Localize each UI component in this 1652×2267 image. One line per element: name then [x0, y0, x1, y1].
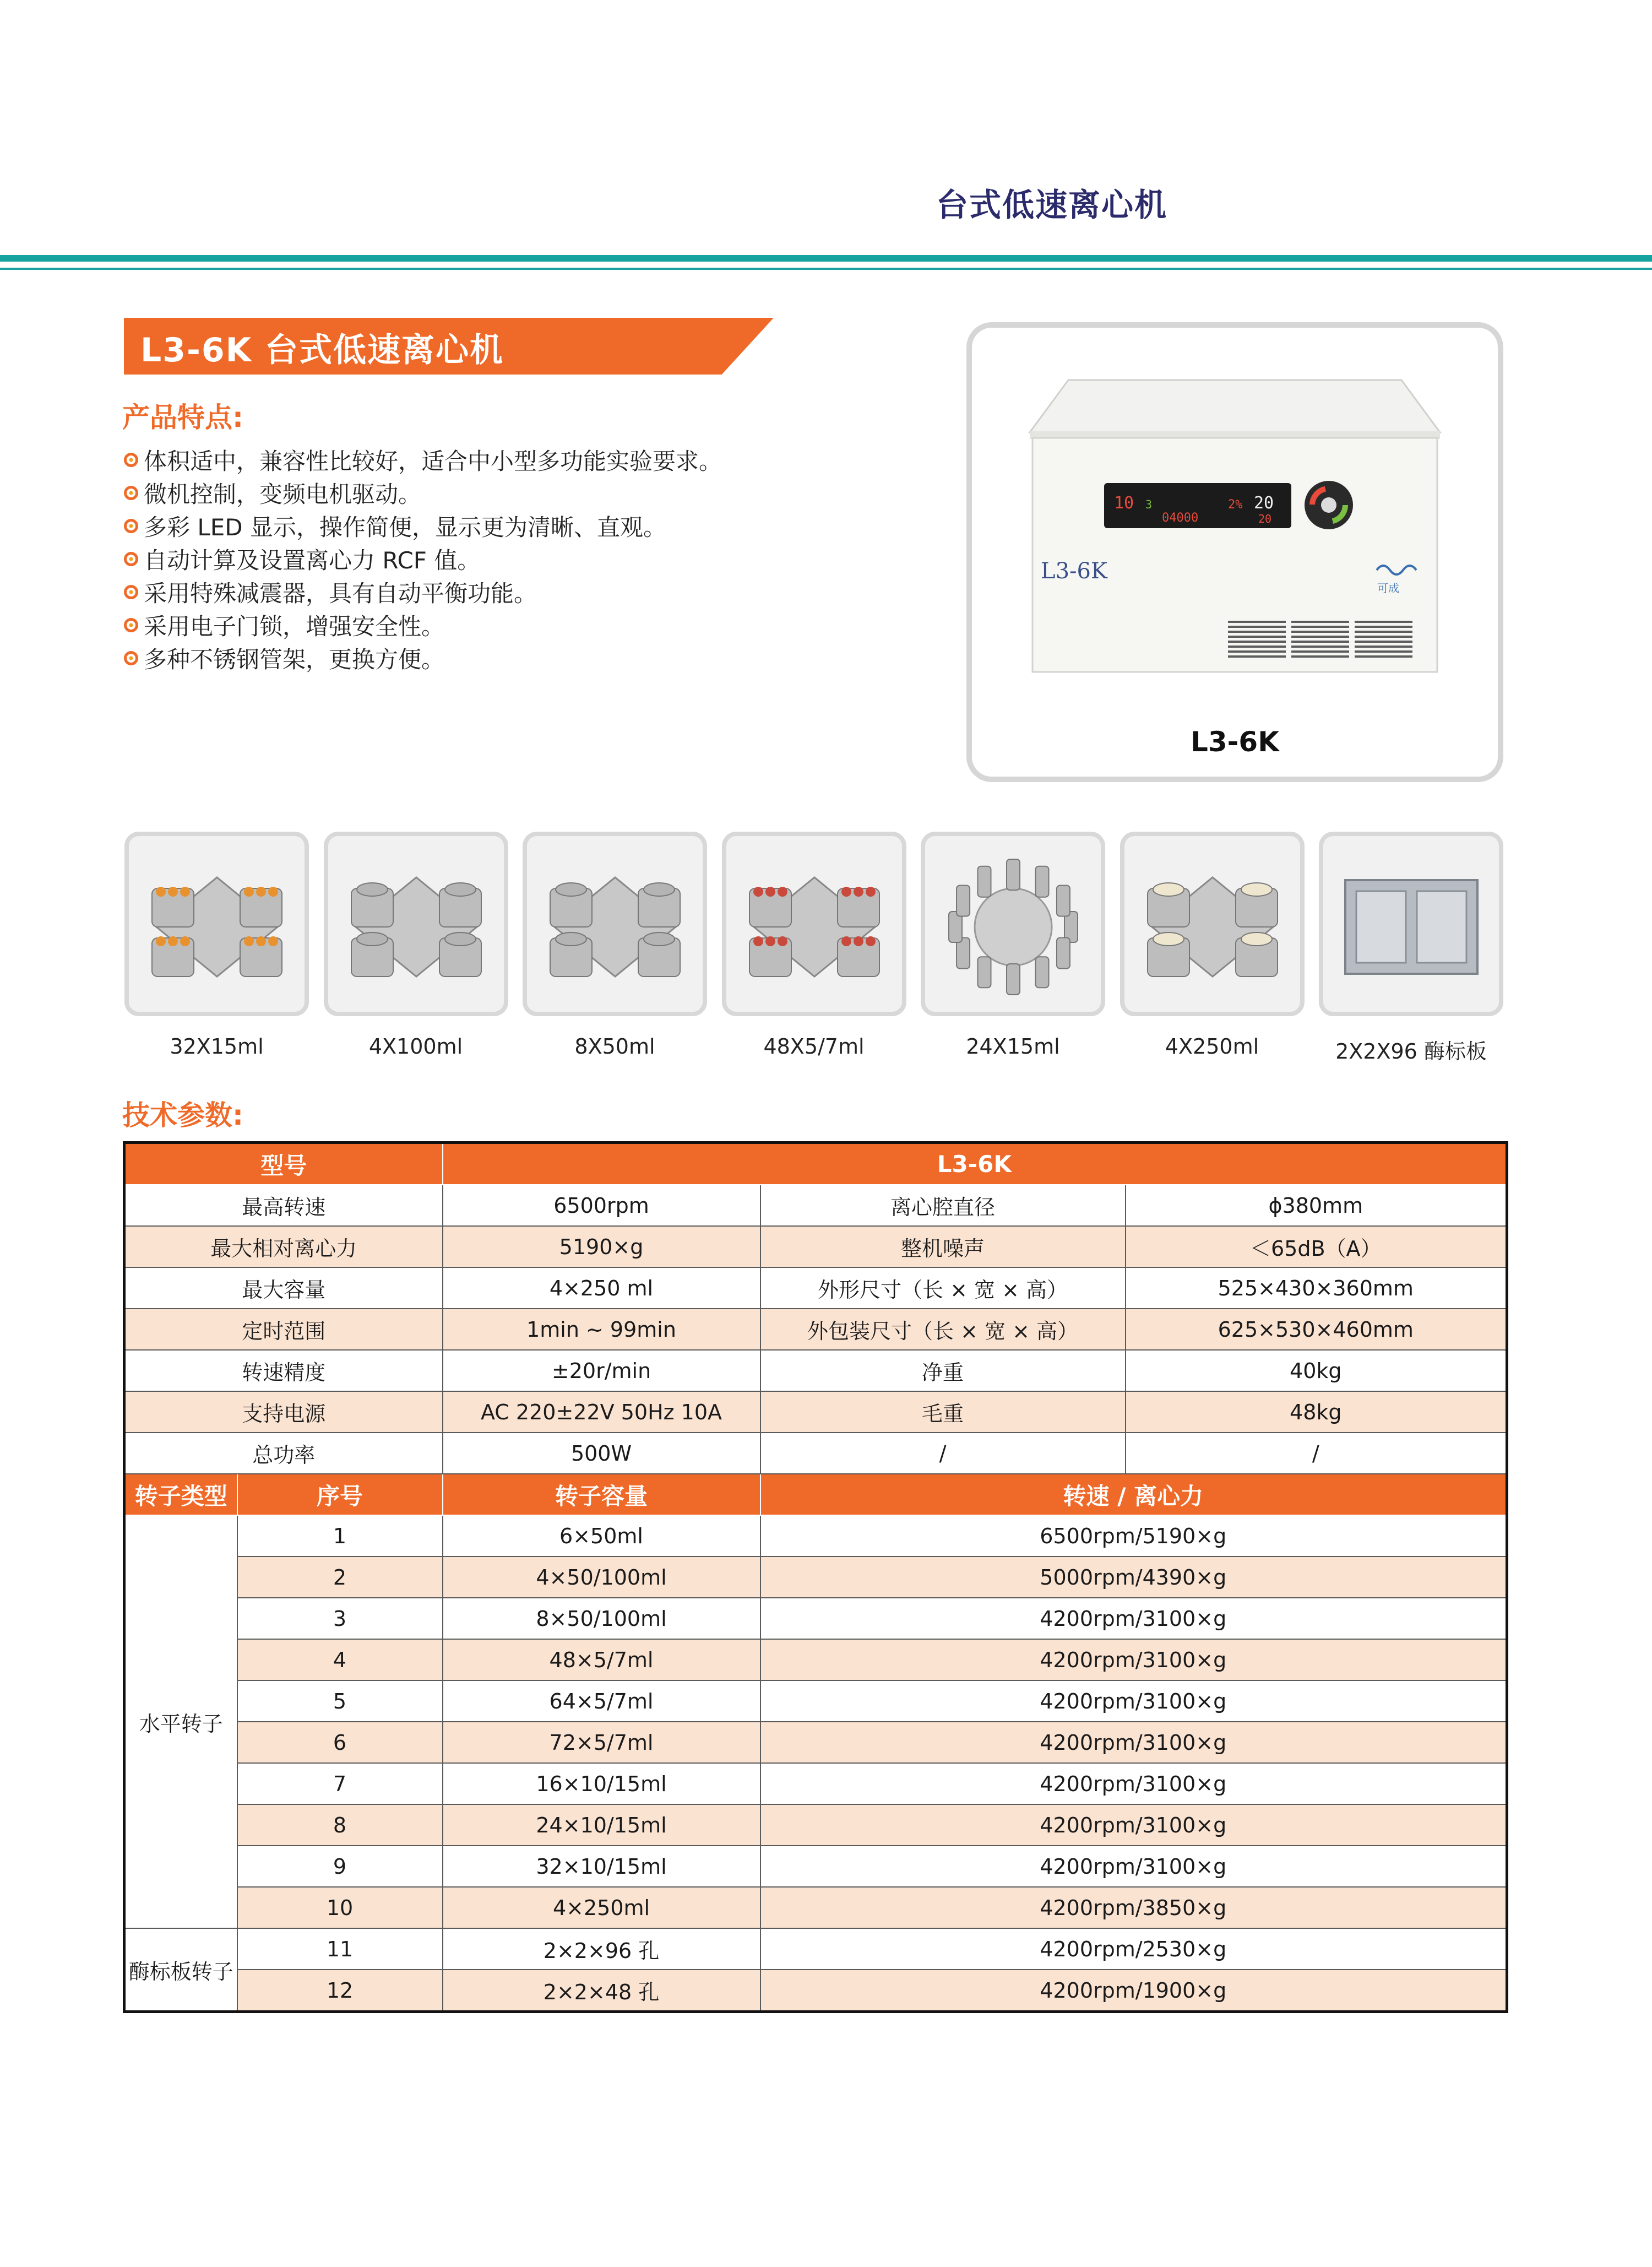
feature-item	[124, 543, 922, 576]
angle-rotor-icon	[925, 836, 1101, 1012]
table-cell: 64×5/7ml	[443, 1680, 760, 1722]
table-cell: AC 220±22V 50Hz 10A	[443, 1391, 760, 1433]
bullet-icon	[124, 453, 138, 467]
features-list	[124, 443, 922, 675]
centrifuge-lid	[1030, 380, 1440, 432]
table-cell: 4200rpm/3100×g	[760, 1680, 1507, 1722]
rotor-caption: 8X50ml	[574, 1034, 655, 1059]
product-photo-card	[966, 322, 1503, 782]
table-cell: 4200rpm/3100×g	[760, 1639, 1507, 1680]
column-header: 序号	[237, 1474, 443, 1515]
rotor-caption: 4X250ml	[1165, 1034, 1259, 1059]
table-cell: 2×2×96 孔	[443, 1928, 760, 1970]
rotor-caption: 32X15ml	[170, 1034, 264, 1059]
table-cell: 4×50/100ml	[443, 1556, 760, 1598]
rotor-caption: 48X5/7ml	[763, 1034, 865, 1059]
table-cell: 离心腔直径	[760, 1185, 1126, 1226]
table-cell: 总功率	[124, 1433, 443, 1474]
table-cell: 72×5/7ml	[443, 1722, 760, 1763]
table-row	[124, 1226, 1507, 1267]
table-row	[124, 1763, 1507, 1804]
table-cell: 5	[237, 1680, 443, 1722]
feature-text: 体积适中，兼容性比较好，适合中小型多功能实验要求。	[144, 448, 722, 475]
features-heading: 产品特点:	[122, 402, 243, 433]
table-cell: 4×250 ml	[443, 1267, 760, 1309]
column-header: 转子类型	[124, 1474, 237, 1515]
table-cell: 毛重	[760, 1391, 1126, 1433]
table-cell: 最高转速	[124, 1185, 443, 1226]
table-row	[124, 1515, 1507, 1556]
display-right-bottom: 20	[1258, 512, 1272, 525]
table-cell: 4200rpm/3100×g	[760, 1722, 1507, 1763]
bullet-icon	[124, 651, 138, 665]
table-row	[124, 1391, 1507, 1433]
table-cell: 48kg	[1126, 1391, 1507, 1433]
display-right-small: 2%	[1228, 498, 1243, 512]
table-cell: 最大容量	[124, 1267, 443, 1309]
table-row	[124, 1928, 1507, 1970]
column-header: 转子容量	[443, 1474, 760, 1515]
table-cell: 最大相对离心力	[124, 1226, 443, 1267]
microplate-carrier-icon	[1323, 836, 1499, 1012]
feature-item	[124, 576, 922, 609]
header-rule	[0, 255, 1652, 262]
feature-text: 采用特殊减震器，具有自动平衡功能。	[144, 580, 537, 607]
column-header: L3-6K	[443, 1143, 1507, 1185]
bullet-icon	[124, 486, 138, 500]
product-caption: L3-6K	[1191, 726, 1279, 758]
feature-text: 多种不锈钢管架，更换方便。	[144, 646, 445, 673]
rotor-item	[1120, 832, 1305, 1059]
table-cell: 11	[237, 1928, 443, 1970]
table-header-row	[124, 1143, 1507, 1185]
table-row	[124, 1680, 1507, 1722]
rotor-type-cell: 水平转子	[124, 1515, 237, 1928]
table-cell: 6500rpm/5190×g	[760, 1515, 1507, 1556]
table-cell: 8	[237, 1804, 443, 1846]
table-cell: 9	[237, 1846, 443, 1887]
table-cell: 24×10/15ml	[443, 1804, 760, 1846]
table-cell: 支持电源	[124, 1391, 443, 1433]
feature-item	[124, 443, 922, 476]
table-cell: 525×430×360mm	[1126, 1267, 1507, 1309]
rotor-item	[921, 832, 1105, 1059]
table-cell: 6500rpm	[443, 1185, 760, 1226]
rotor-photo	[324, 832, 508, 1016]
table-cell: 4200rpm/3100×g	[760, 1763, 1507, 1804]
bullet-icon	[124, 618, 138, 632]
rotor-photo	[523, 832, 707, 1016]
swing-bucket-rotor-icon	[129, 836, 305, 1012]
display-left-digits: 10	[1114, 493, 1134, 513]
table-row	[124, 1970, 1507, 2012]
table-row	[124, 1722, 1507, 1763]
table-cell: 4200rpm/3100×g	[760, 1598, 1507, 1639]
table-cell: 7	[237, 1763, 443, 1804]
bucket-rotor-icon	[328, 836, 504, 1012]
table-cell: /	[1126, 1433, 1507, 1474]
table-row	[124, 1267, 1507, 1309]
table-cell: 625×530×460mm	[1126, 1309, 1507, 1350]
bullet-icon	[124, 585, 138, 599]
display-center: 04000	[1162, 511, 1199, 525]
table-row	[124, 1309, 1507, 1350]
table-cell: 转速精度	[124, 1350, 443, 1391]
rotor-photo	[921, 832, 1105, 1016]
table-cell: 3	[237, 1598, 443, 1639]
centrifuge-illustration	[972, 328, 1498, 777]
feature-text: 自动计算及设置离心力 RCF 值。	[144, 547, 481, 574]
table-header-row	[124, 1474, 1507, 1515]
table-row	[124, 1556, 1507, 1598]
rotor-item	[124, 832, 309, 1059]
rotor-caption: 24X15ml	[966, 1034, 1060, 1059]
large-bucket-rotor-icon	[1124, 836, 1300, 1012]
table-cell: 4200rpm/1900×g	[760, 1970, 1507, 2012]
display-left-small: 3	[1145, 498, 1153, 511]
table-cell: 外形尺寸（长 × 宽 × 高）	[760, 1267, 1126, 1309]
table-cell: 净重	[760, 1350, 1126, 1391]
table-row	[124, 1846, 1507, 1887]
tube-rotor-icon	[527, 836, 703, 1012]
table-cell: 1min ~ 99min	[443, 1309, 760, 1350]
rotor-photo	[124, 832, 309, 1016]
table-cell: 2×2×48 孔	[443, 1970, 760, 2012]
table-row	[124, 1639, 1507, 1680]
feature-text: 多彩 LED 显示，操作简便，显示更为清晰、直观。	[144, 514, 666, 541]
feature-item	[124, 642, 922, 675]
rotor-photo	[1319, 832, 1503, 1016]
rotor-photo	[1120, 832, 1305, 1016]
feature-item	[124, 476, 922, 509]
bullet-icon	[124, 519, 138, 533]
table-cell: 6	[237, 1722, 443, 1763]
table-cell: 32×10/15ml	[443, 1846, 760, 1887]
rotor-item	[523, 832, 707, 1059]
brand-logo-text: 可成	[1377, 582, 1399, 595]
table-row	[124, 1185, 1507, 1226]
specs-heading: 技术参数:	[122, 1099, 243, 1131]
rotor-item	[722, 832, 906, 1059]
table-cell: ϕ380mm	[1126, 1185, 1507, 1226]
rotor-photo	[722, 832, 906, 1016]
table-cell: 6×50ml	[443, 1515, 760, 1556]
table-cell: 外包装尺寸（长 × 宽 × 高）	[760, 1309, 1126, 1350]
display-right-top: 20	[1254, 493, 1274, 513]
table-cell: 16×10/15ml	[443, 1763, 760, 1804]
table-cell: 4200rpm/3100×g	[760, 1846, 1507, 1887]
feature-item	[124, 509, 922, 543]
table-cell: 8×50/100ml	[443, 1598, 760, 1639]
table-cell: ±20r/min	[443, 1350, 760, 1391]
feature-text: 微机控制，变频电机驱动。	[144, 481, 422, 508]
feature-text: 采用电子门锁，增强安全性。	[144, 613, 445, 640]
table-cell: 40kg	[1126, 1350, 1507, 1391]
column-header: 转速 / 离心力	[760, 1474, 1507, 1515]
rotor-caption: 4X100ml	[368, 1034, 463, 1059]
table-cell: 500W	[443, 1433, 760, 1474]
table-cell: 整机噪声	[760, 1226, 1126, 1267]
rotor-item	[324, 832, 508, 1059]
model-banner-title: L3-6K 台式低速离心机	[140, 331, 504, 370]
table-cell: 10	[237, 1887, 443, 1928]
table-cell: 12	[237, 1970, 443, 2012]
table-row	[124, 1433, 1507, 1474]
table-cell: ＜65dB（A）	[1126, 1226, 1507, 1267]
column-header: 型号	[124, 1143, 443, 1185]
rotor-type-cell: 酶标板转子	[124, 1928, 237, 2012]
table-cell: 48×5/7ml	[443, 1639, 760, 1680]
feature-item	[124, 609, 922, 642]
table-cell: 1	[237, 1515, 443, 1556]
header-rule-thin	[0, 268, 1652, 270]
table-cell: 4200rpm/2530×g	[760, 1928, 1507, 1970]
table-cell: 4×250ml	[443, 1887, 760, 1928]
table-cell: 4	[237, 1639, 443, 1680]
rack-rotor-icon	[726, 836, 902, 1012]
table-row	[124, 1598, 1507, 1639]
bullet-icon	[124, 552, 138, 566]
rotor-item	[1319, 832, 1503, 1065]
page-title: 台式低速离心机	[936, 186, 1168, 224]
rotor-caption: 2X2X96 酶标板	[1335, 1039, 1487, 1064]
specs-table	[123, 1141, 1508, 2013]
table-cell: 4200rpm/3850×g	[760, 1887, 1507, 1928]
table-cell: 2	[237, 1556, 443, 1598]
table-cell: 5190×g	[443, 1226, 760, 1267]
table-row	[124, 1804, 1507, 1846]
table-row	[124, 1350, 1507, 1391]
table-row	[124, 1887, 1507, 1928]
table-cell: 定时范围	[124, 1309, 443, 1350]
table-cell: /	[760, 1433, 1126, 1474]
table-cell: 5000rpm/4390×g	[760, 1556, 1507, 1598]
body-model-label: L3-6K	[1041, 558, 1107, 584]
table-cell: 4200rpm/3100×g	[760, 1804, 1507, 1846]
